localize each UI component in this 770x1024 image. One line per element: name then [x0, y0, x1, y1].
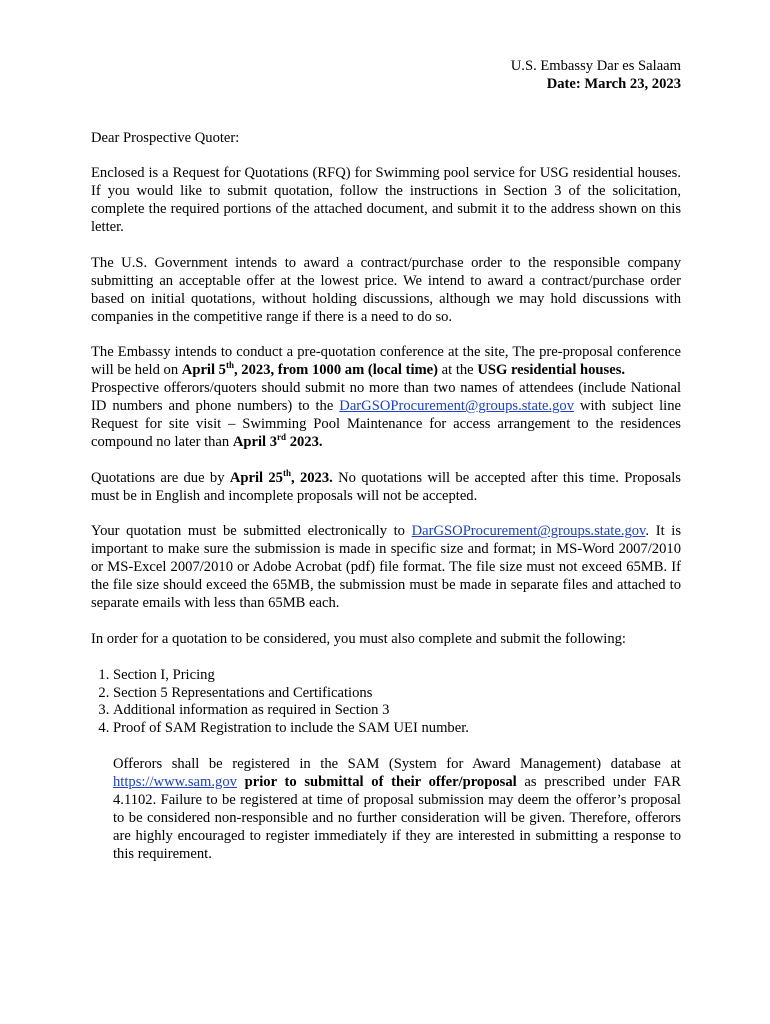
paragraph-requirements-intro: In order for a quotation to be considered, you must also complete and submit the following: — [91, 630, 626, 647]
requirements-list — [91, 667, 681, 739]
paragraph-conference: The Embassy intends to conduct a pre-quotation conference at the site, The pre-proposal conference will be held on April 5th, 2023, from 1000 am (local time) at the USG residential houses. — [91, 344, 681, 379]
paragraph-award-intent: The U.S. Government intends to award a contract/purchase order to the responsible company submitting an acceptable offer at the lowest price. We intend to award a contract/purchase order based on initial quotations, without holding discussions, although we may hold discussions with companies in the competitive range if there is a need to do so. — [91, 254, 681, 325]
procurement-email-link[interactable]: DarGSOProcurement@groups.state.gov — [339, 398, 575, 415]
paragraph-attendees: Prospective offerors/quoters should submit no more than two names of attendees (include National ID numbers and phone numbers) to the DarGSOProcurement@groups.state.gov with subject line Request for site visit – Swimming Pool Maintenance for access arrangement to the residences compound no later than April 3rd 2023. — [91, 380, 681, 450]
letter-page — [91, 58, 681, 864]
paragraph-due-date: Quotations are due by April 25th, 2023. No quotations will be accepted after this time. Proposals must be in English and incomplete proposals will not be accepted. — [91, 467, 681, 504]
list-item: 2. Section 5 Representations and Certifications — [113, 685, 681, 703]
list-item: 1. Section I, Pricing — [113, 667, 681, 685]
paragraph-rfq-intro: Enclosed is a Request for Quotations (RFQ) for Swimming pool service for USG residential houses. If you would like to submit quotation, follow the instructions in Section 3 of the solicitation, complete the required portions of the attached document, and submit it to the address shown on this letter. — [91, 165, 681, 236]
letter-date: Date: March 23, 2023 — [546, 75, 681, 92]
submission-email-link[interactable]: DarGSOProcurement@groups.state.gov — [411, 523, 646, 540]
sam-website-link[interactable]: https://www.sam.gov — [113, 774, 237, 791]
list-item: 3. Additional information as required in Section 3 — [113, 702, 681, 720]
salutation: Dear Prospective Quoter: — [91, 129, 240, 146]
paragraph-submission: Your quotation must be submitted electronically to DarGSOProcurement@groups.state.gov. It is important to make sure the submission is made in specific size and format; in MS-Word 2007/2010 or MS-Excel 2007/2010 or Adobe Acrobat (pdf) file format. The file size must not exceed 65MB. If the file size should exceed the 65MB, the submission must be made in separate files and attached to separate emails with less than 65MB each. — [91, 523, 681, 612]
paragraph-sam-registration: Offerors shall be registered in the SAM (System for Award Management) database at https://www.sam.gov prior to submittal of their offer/proposal as prescribed under FAR 4.1102. Failure to be registered at time of proposal submission may deem the offeror’s proposal to be considered non-responsible and no further consideration will be given. Therefore, offerors are highly encouraged to register immediately if they are interested in submitting a response to this requirement. — [113, 756, 681, 862]
embassy-location: U.S. Embassy Dar es Salaam — [510, 58, 681, 74]
list-item: 4. Proof of SAM Registration to include the SAM UEI number. — [113, 720, 681, 738]
